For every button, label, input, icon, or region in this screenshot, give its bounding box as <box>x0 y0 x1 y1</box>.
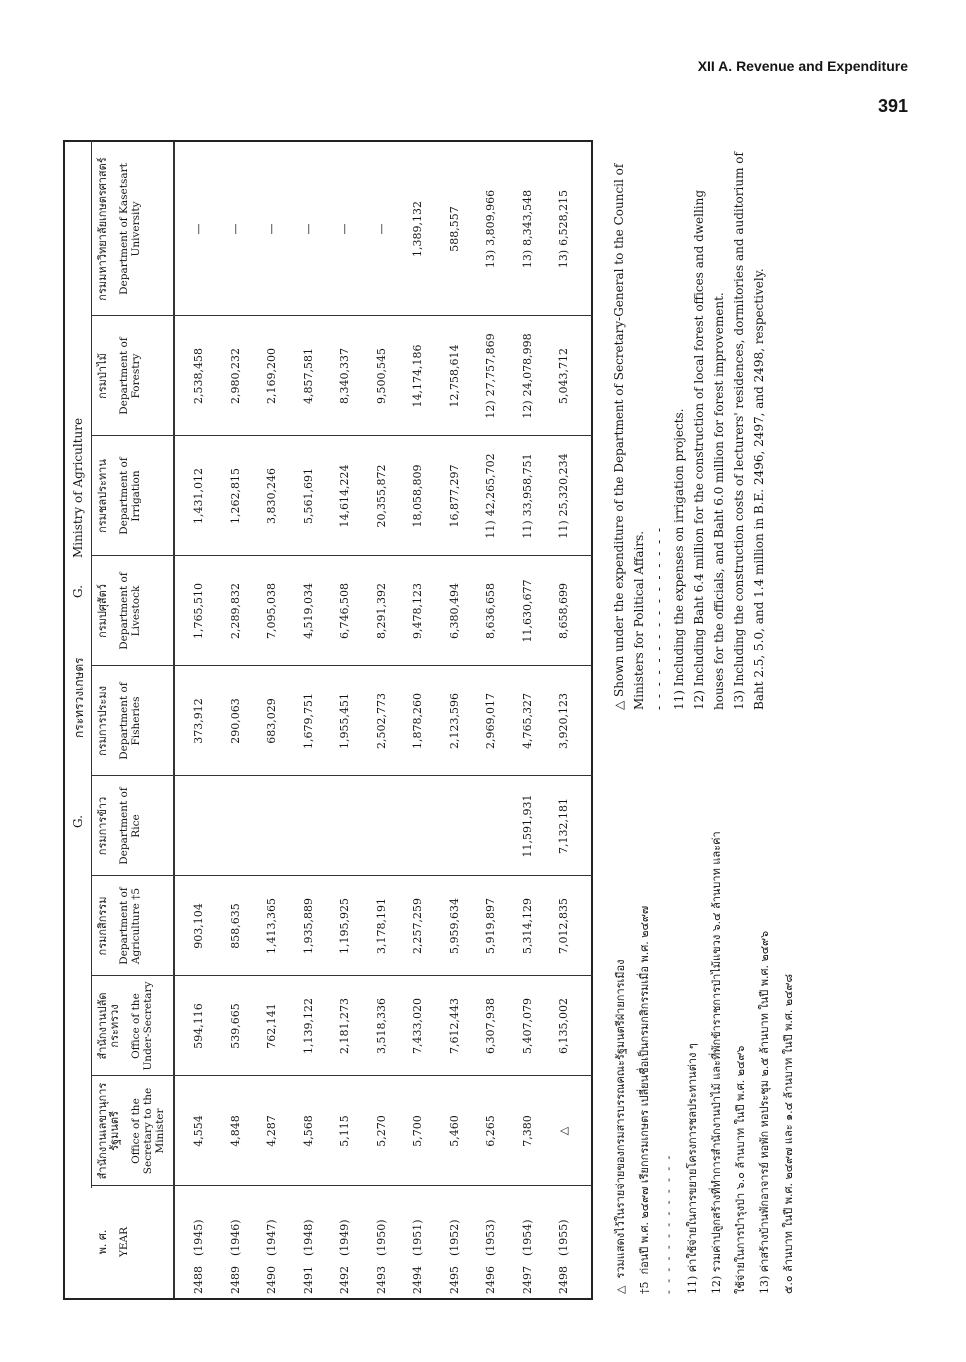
value-cell <box>484 318 497 434</box>
value-text: 594,116 <box>192 1003 205 1049</box>
rotated-page-content <box>63 140 933 1300</box>
value-text: 25,320,234 <box>557 453 570 517</box>
value-text: — <box>265 223 278 235</box>
footnote-th-11: 11) ค่าใช้จ่ายในการขยายโครงการชลประทานต่าง ๆ <box>686 1043 699 1294</box>
footnote-mark-triangle: △ <box>614 1285 627 1294</box>
table-row <box>548 138 584 1298</box>
year-be: 2491 <box>301 1266 315 1294</box>
divider: - - - - - - - - - - - - - <box>662 1153 675 1294</box>
value-text: 3,830,246 <box>265 468 278 524</box>
value-cell <box>302 668 315 774</box>
value-text: 5,959,634 <box>447 898 461 954</box>
expenditure-table <box>63 140 593 1300</box>
value-cell <box>448 1078 461 1184</box>
table-row <box>366 138 402 1298</box>
value-cell <box>265 1078 278 1184</box>
value-cell <box>375 1078 388 1184</box>
value-cell <box>484 438 497 554</box>
value-text: 1,679,751 <box>301 693 315 749</box>
value-text: 8,340,337 <box>338 348 351 404</box>
column-header <box>97 978 154 1074</box>
year-ad: (1947) <box>265 1219 278 1256</box>
value-text: — <box>338 223 351 235</box>
value-text: 6,528,215 <box>557 189 570 246</box>
value-cell <box>411 668 424 774</box>
column-header-th: กรมการประมง <box>96 686 109 756</box>
value-text: 6,380,494 <box>447 583 461 639</box>
year-ad: (1946) <box>228 1219 242 1256</box>
footnote-th-12a: 12) รวมค่าปลูกสร้างที่ทำการสำนักงานป่าไม้ และที่พักข้าราชการป่าไม้แขวง ๖.๔ ล้านบาท และค่า <box>710 831 723 1294</box>
year-cell <box>521 1208 534 1294</box>
column-header-en: Department of Fisheries <box>118 682 142 760</box>
value-text: 12,758,614 <box>447 344 461 408</box>
table-row <box>402 138 438 1298</box>
value-text: 9,478,123 <box>411 583 424 639</box>
year-ad: (1955) <box>557 1219 570 1256</box>
value-text: 5,561,691 <box>301 468 315 524</box>
column-rule <box>91 555 593 556</box>
year-ad: (1945) <box>192 1219 205 1256</box>
footnote-th-13b: ๕.๐ ล้านบาท ในปี พ.ศ. ๒๔๙๗ และ ๑.๔ ล้านบาท ในปี พ.ศ. ๒๔๙๘ <box>782 974 795 1294</box>
value-cell <box>192 668 205 774</box>
value-text: 3,809,966 <box>484 189 497 246</box>
footnote-ref: 13) <box>484 249 497 269</box>
column-header <box>97 144 142 314</box>
thai-footnotes <box>609 734 801 1294</box>
column-rule <box>91 435 593 436</box>
value-cell <box>521 558 534 664</box>
table-row <box>220 138 256 1298</box>
value-cell <box>557 438 570 554</box>
value-text: 373,912 <box>192 698 205 744</box>
year-be: 2493 <box>374 1266 388 1294</box>
column-header-en: Office of the Secretary to the Minister <box>130 1087 166 1175</box>
value-text: 11,591,931 <box>520 794 534 858</box>
column-rule <box>91 775 593 776</box>
value-cell <box>338 558 351 664</box>
value-cell <box>484 558 497 664</box>
value-cell <box>448 558 461 664</box>
year-cell <box>448 1208 461 1294</box>
table-row <box>183 138 219 1298</box>
footnote-ref: 11) <box>520 520 534 539</box>
value-text: — <box>301 223 315 235</box>
value-cell <box>557 668 570 774</box>
table-row <box>512 138 548 1298</box>
value-cell <box>375 558 388 664</box>
value-text: 1,878,260 <box>411 693 424 749</box>
value-text: 3,518,336 <box>374 998 388 1054</box>
year-ad: (1952) <box>447 1219 461 1256</box>
value-text: 2,169,200 <box>265 348 278 404</box>
value-text: 20,355,872 <box>374 464 388 528</box>
year-cell <box>375 1208 388 1294</box>
year-be: 2496 <box>484 1266 497 1294</box>
value-cell <box>521 1078 534 1184</box>
value-cell <box>448 438 461 554</box>
value-text: 2,969,017 <box>484 693 497 749</box>
value-cell <box>302 144 315 314</box>
footnote-en-13: 13) Including the construction costs of lecturers' residences, dormitories and auditorium of Baht 2.5, 5.0, and 1.4 million in B.E. 2496, 2497, and 2498, respectively. <box>732 152 766 710</box>
value-cell <box>411 878 424 974</box>
footnote-en-11: 11) Including the expenses on irrigation projects. <box>672 408 686 710</box>
value-text: 24,078,998 <box>520 333 534 397</box>
column-header-th: สำนักงานเลขานุการรัฐมนตรี <box>96 1082 121 1180</box>
footnote-ref: 11) <box>484 520 497 539</box>
value-cell <box>557 1078 570 1184</box>
year-cell <box>265 1208 278 1294</box>
value-cell <box>302 438 315 554</box>
value-text: △ <box>557 1126 570 1136</box>
year-be: 2488 <box>192 1266 205 1294</box>
value-cell <box>557 778 570 874</box>
value-cell <box>448 318 461 434</box>
value-cell <box>411 1078 424 1184</box>
year-cell <box>557 1208 570 1294</box>
value-cell <box>229 978 242 1074</box>
value-text: 14,614,224 <box>338 464 351 528</box>
table-row <box>439 138 475 1298</box>
value-cell <box>265 668 278 774</box>
column-header <box>97 558 142 664</box>
value-cell <box>521 318 534 434</box>
value-cell <box>192 978 205 1074</box>
value-cell <box>557 144 570 314</box>
column-header <box>97 878 142 974</box>
value-text: 2,502,773 <box>374 693 388 749</box>
value-text: 2,257,259 <box>411 898 424 954</box>
value-cell <box>338 318 351 434</box>
footnote-ref: 13) <box>557 249 570 269</box>
year-be: 2498 <box>557 1266 570 1294</box>
value-cell <box>448 144 461 314</box>
value-text: 1,765,510 <box>192 583 205 639</box>
table-row <box>293 138 329 1298</box>
value-text: 539,665 <box>228 1003 242 1049</box>
value-text: 4,287 <box>265 1115 278 1147</box>
year-be: 2492 <box>338 1266 351 1294</box>
value-cell <box>302 978 315 1074</box>
column-header-en: Department of Kasetsart University <box>118 163 142 295</box>
column-header-th: กรมการข้าว <box>96 796 109 856</box>
value-text: 4,568 <box>301 1115 315 1147</box>
value-cell <box>557 558 570 664</box>
value-text: 3,178,191 <box>374 898 388 954</box>
value-text: 2,181,273 <box>338 998 351 1054</box>
column-header-en: Department of Rice <box>118 787 142 865</box>
column-header-en: Department of Livestock <box>118 572 142 650</box>
value-text: 1,139,122 <box>301 998 315 1054</box>
value-text: 8,343,548 <box>520 189 534 246</box>
value-cell <box>265 558 278 664</box>
column-header-en: Office of the Under-Secretary <box>130 981 154 1071</box>
column-rule <box>91 975 593 976</box>
value-text: 1,431,012 <box>192 468 205 524</box>
ministry-letter-th: G. <box>71 815 85 828</box>
year-cell <box>484 1208 497 1294</box>
english-footnotes <box>609 150 769 710</box>
value-text: 1,413,365 <box>265 898 278 954</box>
value-cell <box>521 144 534 314</box>
value-text: 5,270 <box>374 1115 388 1147</box>
column-rule <box>91 1075 593 1076</box>
value-cell <box>302 558 315 664</box>
footnote-ref: 13) <box>520 249 534 269</box>
value-text: 16,877,297 <box>447 464 461 528</box>
footnote-ref: 11) <box>557 520 570 539</box>
footnote-th-12b: ใช้จ่ายในการบำรุงป่า ๖.๐ ล้านบาท ในปี พ.ศ. ๒๔๙๖ <box>734 1045 747 1294</box>
value-text: 1,262,815 <box>228 468 242 524</box>
value-cell <box>338 438 351 554</box>
value-cell <box>521 978 534 1074</box>
column-header-en: YEAR <box>118 1226 130 1258</box>
value-text: 6,135,002 <box>557 998 570 1054</box>
year-cell <box>338 1208 351 1294</box>
footnote-en-1: △ Shown under the expenditure of the Department of Secretary-General to the Council of Ministers for Political Affairs. <box>612 163 646 710</box>
value-text: — <box>192 223 205 235</box>
value-text: 1,195,925 <box>338 898 351 954</box>
value-cell <box>265 144 278 314</box>
column-header-en: Department of Forestry <box>118 337 142 415</box>
column-header <box>97 1078 166 1184</box>
value-cell <box>484 668 497 774</box>
group-header-rule <box>91 140 92 1188</box>
value-text: 4,848 <box>228 1115 242 1147</box>
column-header <box>97 438 142 554</box>
year-ad: (1953) <box>484 1219 497 1256</box>
year-cell <box>192 1208 205 1294</box>
value-cell <box>448 878 461 974</box>
value-text: 858,635 <box>228 903 242 949</box>
value-text: 4,519,034 <box>301 583 315 639</box>
value-text: 2,980,232 <box>228 348 242 404</box>
value-text: 7,612,443 <box>447 998 461 1054</box>
value-cell <box>521 778 534 874</box>
column-header-en: Department of Irrigation <box>118 457 142 535</box>
value-text: 3,920,123 <box>557 693 570 749</box>
value-cell <box>338 1078 351 1184</box>
value-cell <box>302 318 315 434</box>
column-header-th: กรมกสิกรรม <box>96 896 109 956</box>
value-text: 588,557 <box>447 206 461 252</box>
value-cell <box>229 144 242 314</box>
year-cell <box>302 1208 315 1294</box>
divider: - - - - - - - - - - - - - - - - <box>652 525 666 710</box>
value-text: 762,141 <box>265 1003 278 1049</box>
value-text: 683,029 <box>265 698 278 744</box>
value-text: 7,012,835 <box>557 898 570 954</box>
value-cell <box>448 978 461 1074</box>
column-rule <box>91 875 593 876</box>
value-text: 1,935,889 <box>301 898 315 954</box>
column-header <box>97 318 142 434</box>
value-text: 8,658,699 <box>557 583 570 639</box>
value-cell <box>192 1078 205 1184</box>
value-cell <box>411 438 424 554</box>
ministry-letter-en: G. <box>71 585 85 598</box>
footnote-th-1: รวมแสดงไว้ในรายจ่ายของกรมสารบรรณคณะรัฐมนตรีฝ่ายการเมือง <box>614 959 627 1279</box>
value-cell <box>375 878 388 974</box>
value-text: 14,174,186 <box>411 344 424 408</box>
value-text: — <box>228 223 242 235</box>
column-header <box>97 668 142 774</box>
value-cell <box>375 438 388 554</box>
year-ad: (1948) <box>301 1219 315 1256</box>
value-cell <box>229 1078 242 1184</box>
value-text: 9,500,545 <box>374 348 388 404</box>
value-text: 1,389,132 <box>411 201 424 257</box>
value-cell <box>557 978 570 1074</box>
value-cell <box>229 878 242 974</box>
value-cell <box>411 144 424 314</box>
value-cell <box>411 978 424 1074</box>
value-cell <box>192 438 205 554</box>
column-header <box>97 1188 130 1296</box>
value-text: 2,538,458 <box>192 348 205 404</box>
year-be: 2495 <box>447 1266 461 1294</box>
column-header-th: สำนักงานปลัดกระทรวง <box>96 992 121 1060</box>
year-be: 2490 <box>265 1266 278 1294</box>
table-row <box>329 138 365 1298</box>
value-cell <box>448 668 461 774</box>
value-text: 7,380 <box>520 1115 534 1147</box>
value-text: 5,700 <box>411 1115 424 1147</box>
value-cell <box>302 878 315 974</box>
section-title: XII A. Revenue and Expenditure <box>697 58 908 74</box>
value-text: 5,407,079 <box>520 998 534 1054</box>
column-header-en: Department of Agriculture †5 <box>118 887 142 965</box>
footnotes <box>603 140 933 1300</box>
value-cell <box>338 144 351 314</box>
value-text: 5,460 <box>447 1115 461 1147</box>
value-text: 7,132,181 <box>557 798 570 854</box>
value-text: 27,757,869 <box>484 333 497 397</box>
value-cell <box>521 668 534 774</box>
year-ad: (1949) <box>338 1219 351 1256</box>
value-cell <box>265 318 278 434</box>
footnote-th-2: ก่อนปี พ.ศ. ๒๔๙๗ เรียกกรมเกษตร เปลี่ยนชื่อเป็นกรมกสิกรรมเมื่อ พ.ศ. ๒๔๙๗ <box>638 905 651 1275</box>
value-cell <box>557 878 570 974</box>
table-row <box>256 138 292 1298</box>
year-be: 2489 <box>228 1266 242 1294</box>
value-cell <box>375 144 388 314</box>
ministry-name-th: กระทรวงเกษตร <box>72 657 86 738</box>
value-text: 4,765,327 <box>520 693 534 749</box>
value-cell <box>557 318 570 434</box>
value-cell <box>484 878 497 974</box>
value-text: 8,291,392 <box>374 583 388 639</box>
footnote-en-12: 12) Including Baht 6.4 million for the construction of local forest offices and dwelling houses for the officials, and Baht 6.0 million for forest improvement. <box>692 189 726 710</box>
value-cell <box>265 978 278 1074</box>
value-text: 4,554 <box>192 1115 205 1147</box>
column-rule <box>91 665 593 666</box>
value-text: 33,958,751 <box>520 453 534 517</box>
footnote-ref: 12) <box>520 400 534 419</box>
value-text: 5,314,129 <box>520 898 534 954</box>
column-header-th: กรมป่าไม้ <box>96 353 109 399</box>
value-text: 2,123,596 <box>447 693 461 749</box>
year-ad: (1950) <box>374 1219 388 1256</box>
value-text: — <box>374 223 388 235</box>
value-text: 42,265,702 <box>484 453 497 517</box>
value-cell <box>521 878 534 974</box>
value-cell <box>338 978 351 1074</box>
value-cell <box>375 318 388 434</box>
column-header-th: กรมมหาวิทยาลัยเกษตรศาสตร์ <box>96 157 109 301</box>
value-cell <box>375 978 388 1074</box>
ministry-name-en: Ministry of Agriculture <box>71 417 85 558</box>
value-cell <box>229 318 242 434</box>
value-text: 6,746,508 <box>338 583 351 639</box>
column-header-th: กรมปศุสัตว์ <box>96 584 109 638</box>
value-cell <box>411 558 424 664</box>
page-number: 391 <box>877 96 908 116</box>
value-cell <box>484 1078 497 1184</box>
value-text: 5,919,897 <box>484 898 497 954</box>
value-text: 5,115 <box>338 1115 351 1147</box>
value-cell <box>265 438 278 554</box>
value-cell <box>338 878 351 974</box>
year-ad: (1954) <box>520 1219 534 1256</box>
value-text: 7,095,038 <box>265 583 278 639</box>
value-cell <box>229 438 242 554</box>
value-text: 6,307,938 <box>484 998 497 1054</box>
value-text: 8,636,658 <box>484 583 497 639</box>
column-header-th: กรมชลประทาน <box>96 459 109 533</box>
year-be: 2497 <box>520 1266 534 1294</box>
value-cell <box>484 978 497 1074</box>
value-cell <box>521 438 534 554</box>
value-cell <box>484 144 497 314</box>
year-ad: (1951) <box>411 1219 424 1256</box>
value-text: 290,063 <box>228 698 242 744</box>
value-text: 5,043,712 <box>557 348 570 404</box>
value-text: 2,289,832 <box>228 583 242 639</box>
year-be: 2494 <box>411 1266 424 1294</box>
value-cell <box>338 668 351 774</box>
year-cell <box>411 1208 424 1294</box>
footnote-ref: 12) <box>484 400 497 419</box>
value-cell <box>375 668 388 774</box>
column-header-th: พ. ศ. <box>96 1229 109 1255</box>
value-cell <box>229 668 242 774</box>
column-header <box>97 778 142 874</box>
value-text: 1,955,451 <box>338 693 351 749</box>
value-text: 11,630,677 <box>520 579 534 643</box>
value-cell <box>192 558 205 664</box>
footnote-mark-dagger: †5 <box>638 1281 651 1294</box>
value-text: 4,857,581 <box>301 348 315 404</box>
value-cell <box>265 878 278 974</box>
value-cell <box>411 318 424 434</box>
value-text: 7,433,020 <box>411 998 424 1054</box>
footnote-th-13a: 13) ค่าสร้างบ้านพักอาจารย์ หอพัก หอประชุม ๒.๕ ล้านบาท ในปี พ.ศ. ๒๔๙๖ <box>758 930 771 1294</box>
value-text: 903,104 <box>192 903 205 949</box>
table-row <box>475 138 511 1298</box>
value-cell <box>192 318 205 434</box>
value-text: 6,265 <box>484 1115 497 1147</box>
value-cell <box>302 1078 315 1184</box>
value-text: 18,058,809 <box>411 464 424 528</box>
value-cell <box>229 558 242 664</box>
value-cell <box>192 878 205 974</box>
year-cell <box>229 1208 242 1294</box>
value-cell <box>192 144 205 314</box>
column-rule <box>91 1185 593 1186</box>
column-rule <box>91 315 593 316</box>
